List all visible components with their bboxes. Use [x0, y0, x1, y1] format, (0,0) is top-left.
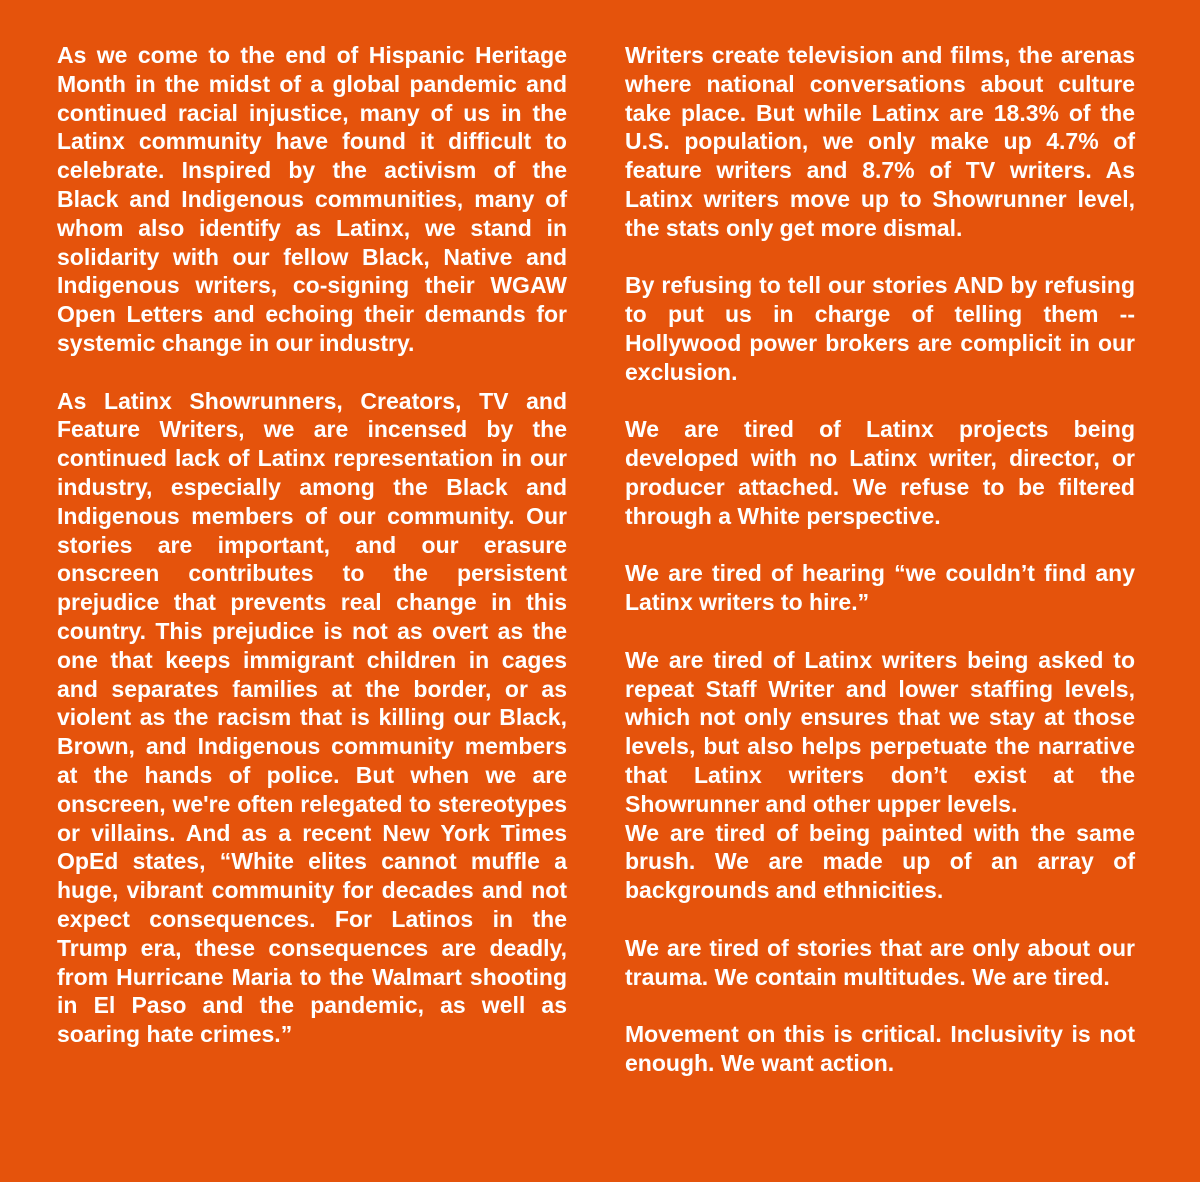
- left-column: [57, 41, 567, 1078]
- paragraph-tired-trauma: We are tired of stories that are only about our trauma. We contain multitudes. We are tired.: [625, 934, 1135, 990]
- paragraph-heritage-month: As we come to the end of Hispanic Heritage Month in the midst of a global pandemic and continued racial injustice, many of us in the Latinx community have found it difficult to celebrate. Inspired by the activism of the Black and Indigenous communities, many of whom also identify as Latinx, we stand in solidarity with our fellow Black, Native and Indigenous writers, co-signing their WGAW Open Letters and echoing their demands for systemic change in our industry.: [57, 42, 567, 356]
- paragraph-tired-same-brush: We are tired of being painted with the same brush. We are made up of an array of backgrounds and ethnicities.: [625, 819, 1135, 904]
- right-column: [625, 41, 1135, 1106]
- paragraph-tired-staffing: We are tired of Latinx writers being asked to repeat Staff Writer and lower staffing levels, which not only ensures that we stay at those levels, but also helps perpetuate the narrative that Latinx writers don’t exist at the Showrunner and other upper levels.: [625, 646, 1135, 817]
- paragraph-tired-projects: We are tired of Latinx projects being developed with no Latinx writer, director, or producer attached. We refuse to be filtered through a White perspective.: [625, 416, 1135, 529]
- paragraph-writers-statistics: Writers create television and films, the arenas where national conversations about culture take place. But while Latinx are 18.3% of the U.S. population, we only make up 4.7% of feature writers and 8.7% of TV writers. As Latinx writers move up to Showrunner level, the stats only get more dismal.: [625, 42, 1135, 241]
- paragraph-call-to-action: Movement on this is critical. Inclusivity is not enough. We want action.: [625, 1021, 1135, 1076]
- paragraph-tired-hiring: We are tired of hearing “we couldn’t find any Latinx writers to hire.”: [625, 560, 1135, 616]
- paragraph-power-brokers: By refusing to tell our stories AND by refusing to put us in charge of telling them -- Hollywood power brokers are complicit in our exclusion.: [625, 272, 1135, 385]
- paragraph-latinx-representation: As Latinx Showrunners, Creators, TV and Feature Writers, we are incensed by the continued lack of Latinx representation in our industry, especially among the Black and Indigenous members of our community. Our stories are important, and our erasure onscreen contributes to the persistent prejudice that prevents real change in this country. This prejudice is not as overt as the one that keeps immigrant children in cages and separates families at the border, or as violent as the racism that is killing our Black, Brown, and Indigenous community members at the hands of police. But when we are onscreen, we're often relegated to stereotypes or villains. And as a recent New York Times OpEd states, “White elites cannot muffle a huge, vibrant community for decades and not expect consequences. For Latinos in the Trump era, these consequences are deadly, from Hurricane Maria to the Walmart shooting in El Paso and the pandemic, as well as soaring hate crimes.”: [57, 387, 567, 1048]
